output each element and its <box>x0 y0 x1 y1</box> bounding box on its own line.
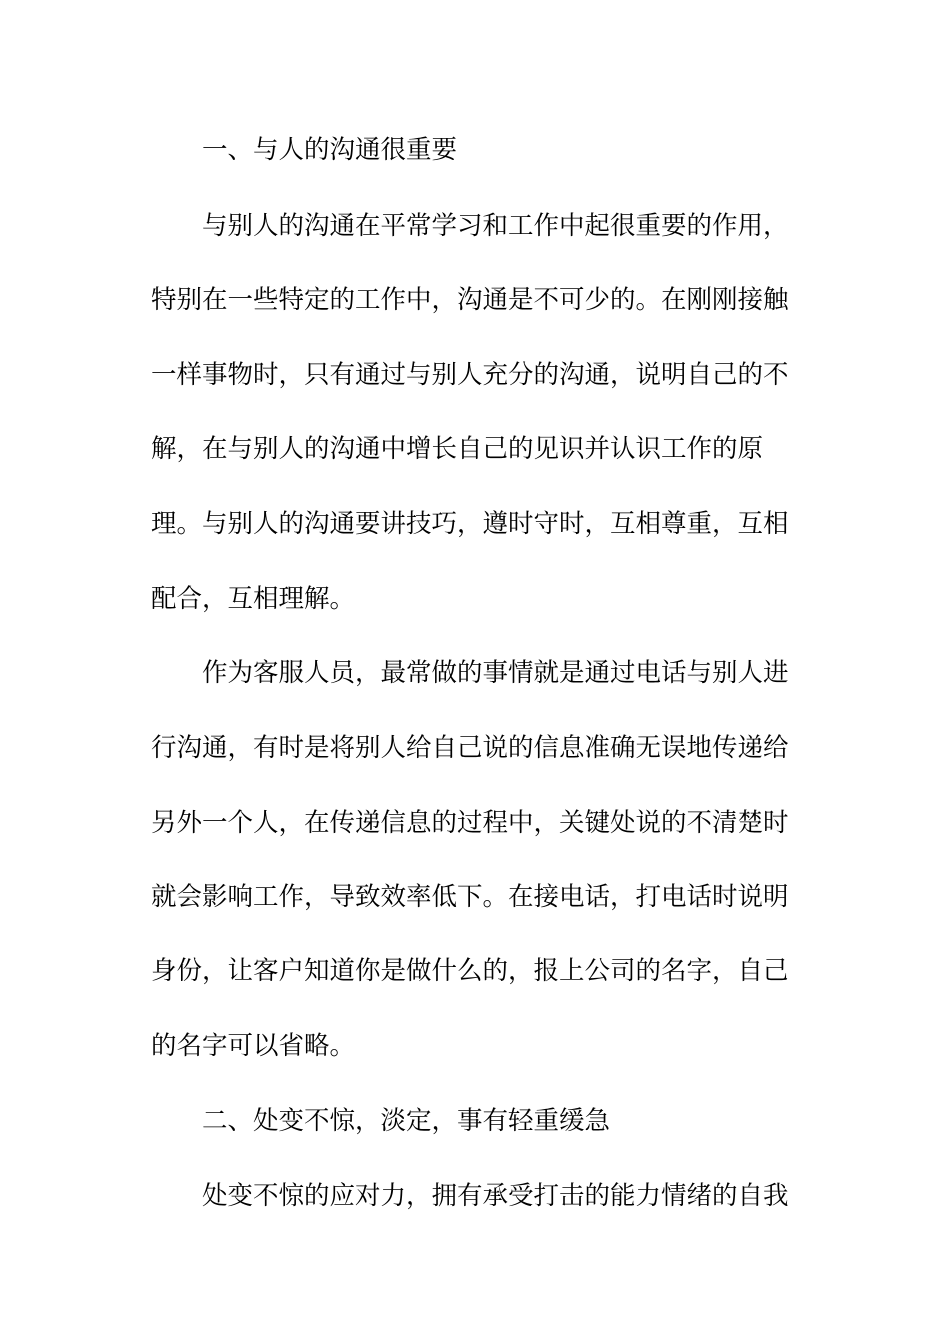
section-heading-2: 二、处变不惊，淡定，事有轻重缓急 <box>202 1106 611 1136</box>
paragraph-line: 一样事物时，只有通过与别人充分的沟通，说明自己的不 <box>151 360 789 390</box>
section-heading-1: 一、与人的沟通很重要 <box>202 135 458 165</box>
paragraph-line: 另外一个人，在传递信息的过程中，关键处说的不清楚时 <box>151 808 789 838</box>
paragraph-line: 处变不惊的应对力，拥有承受打击的能力情绪的自我 <box>202 1181 789 1211</box>
paragraph-line: 解，在与别人的沟通中增长自己的见识并认识工作的原 <box>151 434 764 464</box>
paragraph-line: 行沟通，有时是将别人给自己说的信息准确无误地传递给 <box>151 733 789 763</box>
paragraph-line: 理。与别人的沟通要讲技巧，遵时守时，互相尊重，互相 <box>151 509 789 539</box>
paragraph-line: 配合，互相理解。 <box>151 584 356 614</box>
paragraph-line: 身份，让客户知道你是做什么的，报上公司的名字，自己 <box>151 956 789 986</box>
paragraph-line: 特别在一些特定的工作中，沟通是不可少的。在刚刚接触 <box>151 285 789 315</box>
paragraph-line: 与别人的沟通在平常学习和工作中起很重要的作用， <box>202 211 789 241</box>
paragraph-line: 的名字可以省略。 <box>151 1031 356 1061</box>
paragraph-line: 作为客服人员，最常做的事情就是通过电话与别人进 <box>202 658 789 688</box>
paragraph-line: 就会影响工作，导致效率低下。在接电话，打电话时说明 <box>151 882 789 912</box>
